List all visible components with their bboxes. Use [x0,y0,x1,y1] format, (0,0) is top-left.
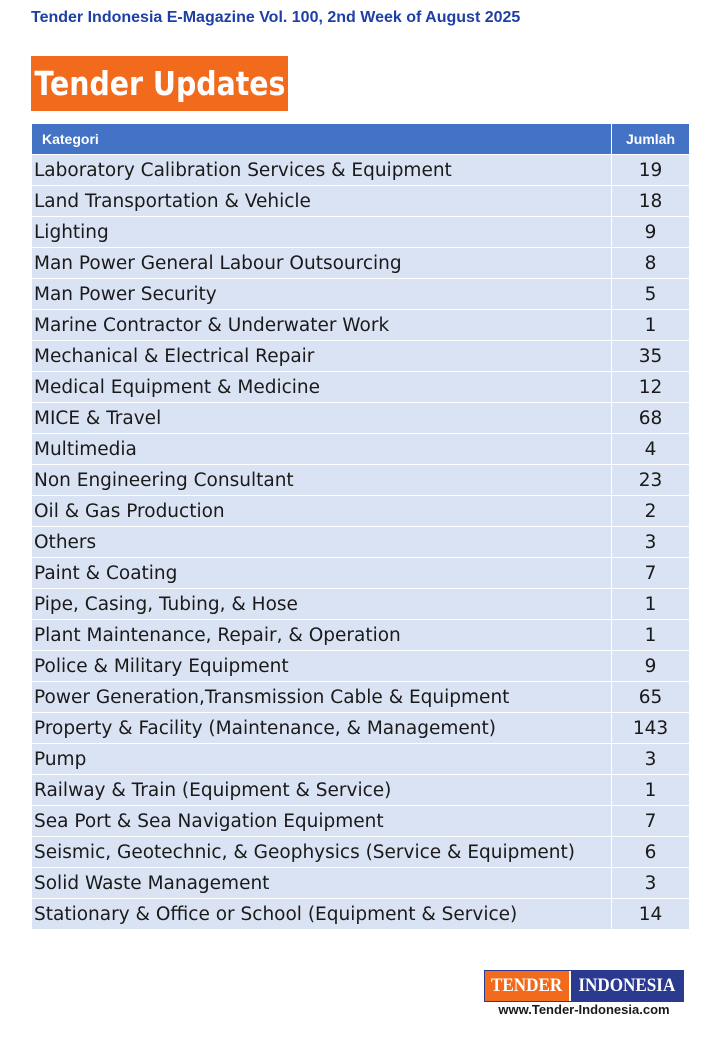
cell-kategori: Railway & Train (Equipment & Service) [32,775,612,806]
cell-kategori: Pump [32,744,612,775]
logo-right-block [571,971,683,1001]
cell-kategori: Mechanical & Electrical Repair [32,341,612,372]
cell-kategori: Medical Equipment & Medicine [32,372,612,403]
cell-kategori: Police & Military Equipment [32,651,612,682]
table-row [32,589,690,620]
cell-jumlah: 5 [612,279,690,310]
cell-jumlah: 7 [612,806,690,837]
cell-jumlah: 14 [612,899,690,930]
table-row [32,465,690,496]
cell-jumlah: 9 [612,651,690,682]
cell-kategori: Sea Port & Sea Navigation Equipment [32,806,612,837]
cell-jumlah: 6 [612,837,690,868]
column-header-jumlah: Jumlah [612,124,690,155]
table-row [32,310,690,341]
website-url[interactable]: www.Tender-Indonesia.com [498,1002,670,1017]
table-row [32,217,690,248]
table-row [32,775,690,806]
table-row [32,155,690,186]
table-row [32,496,690,527]
cell-kategori: Others [32,527,612,558]
table-row [32,651,690,682]
column-header-kategori: Kategori [32,124,612,155]
cell-jumlah: 143 [612,713,690,744]
cell-jumlah: 1 [612,620,690,651]
cell-jumlah: 3 [612,744,690,775]
cell-kategori: Paint & Coating [32,558,612,589]
tender-indonesia-logo[interactable] [484,970,684,1017]
cell-jumlah: 19 [612,155,690,186]
logo-right-text: INDONESIA [578,975,676,996]
cell-kategori: Man Power Security [32,279,612,310]
cell-jumlah: 1 [612,775,690,806]
table-row [32,868,690,899]
tender-table [31,123,690,930]
cell-kategori: Pipe, Casing, Tubing, & Hose [32,589,612,620]
cell-jumlah: 65 [612,682,690,713]
cell-jumlah: 7 [612,558,690,589]
logo-mark [484,970,684,1002]
cell-jumlah: 3 [612,527,690,558]
cell-kategori: Marine Contractor & Underwater Work [32,310,612,341]
table-row [32,434,690,465]
table-row [32,248,690,279]
page-title-banner [31,56,288,111]
cell-kategori: Multimedia [32,434,612,465]
table-row [32,899,690,930]
logo-left-text: TENDER [491,975,563,996]
page-title: Tender Updates [33,64,286,103]
cell-jumlah: 8 [612,248,690,279]
table-row [32,186,690,217]
table-row [32,806,690,837]
cell-jumlah: 35 [612,341,690,372]
cell-kategori: Man Power General Labour Outsourcing [32,248,612,279]
cell-jumlah: 23 [612,465,690,496]
table-row [32,279,690,310]
cell-kategori: Lighting [32,217,612,248]
cell-kategori: Power Generation,Transmission Cable & Equipment [32,682,612,713]
cell-kategori: Laboratory Calibration Services & Equipment [32,155,612,186]
cell-kategori: Oil & Gas Production [32,496,612,527]
cell-kategori: Seismic, Geotechnic, & Geophysics (Service & Equipment) [32,837,612,868]
cell-jumlah: 18 [612,186,690,217]
cell-jumlah: 2 [612,496,690,527]
table-row [32,527,690,558]
cell-jumlah: 9 [612,217,690,248]
cell-jumlah: 4 [612,434,690,465]
table-row [32,744,690,775]
cell-kategori: Solid Waste Management [32,868,612,899]
table-row [32,620,690,651]
cell-kategori: Plant Maintenance, Repair, & Operation [32,620,612,651]
cell-jumlah: 3 [612,868,690,899]
cell-kategori: Property & Facility (Maintenance, & Management) [32,713,612,744]
table-row [32,682,690,713]
cell-kategori: Non Engineering Consultant [32,465,612,496]
table-row [32,558,690,589]
table-header-row [32,124,690,155]
cell-kategori: Land Transportation & Vehicle [32,186,612,217]
table-row [32,837,690,868]
cell-jumlah: 1 [612,310,690,341]
table-body [32,155,690,930]
table-row [32,372,690,403]
cell-jumlah: 68 [612,403,690,434]
cell-kategori: Stationary & Office or School (Equipment & Service) [32,899,612,930]
table-row [32,713,690,744]
cell-jumlah: 1 [612,589,690,620]
cell-kategori: MICE & Travel [32,403,612,434]
magazine-header: Tender Indonesia E-Magazine Vol. 100, 2nd Week of August 2025 [31,9,521,26]
table-row [32,341,690,372]
cell-jumlah: 12 [612,372,690,403]
logo-left-block [485,971,571,1001]
table-row [32,403,690,434]
